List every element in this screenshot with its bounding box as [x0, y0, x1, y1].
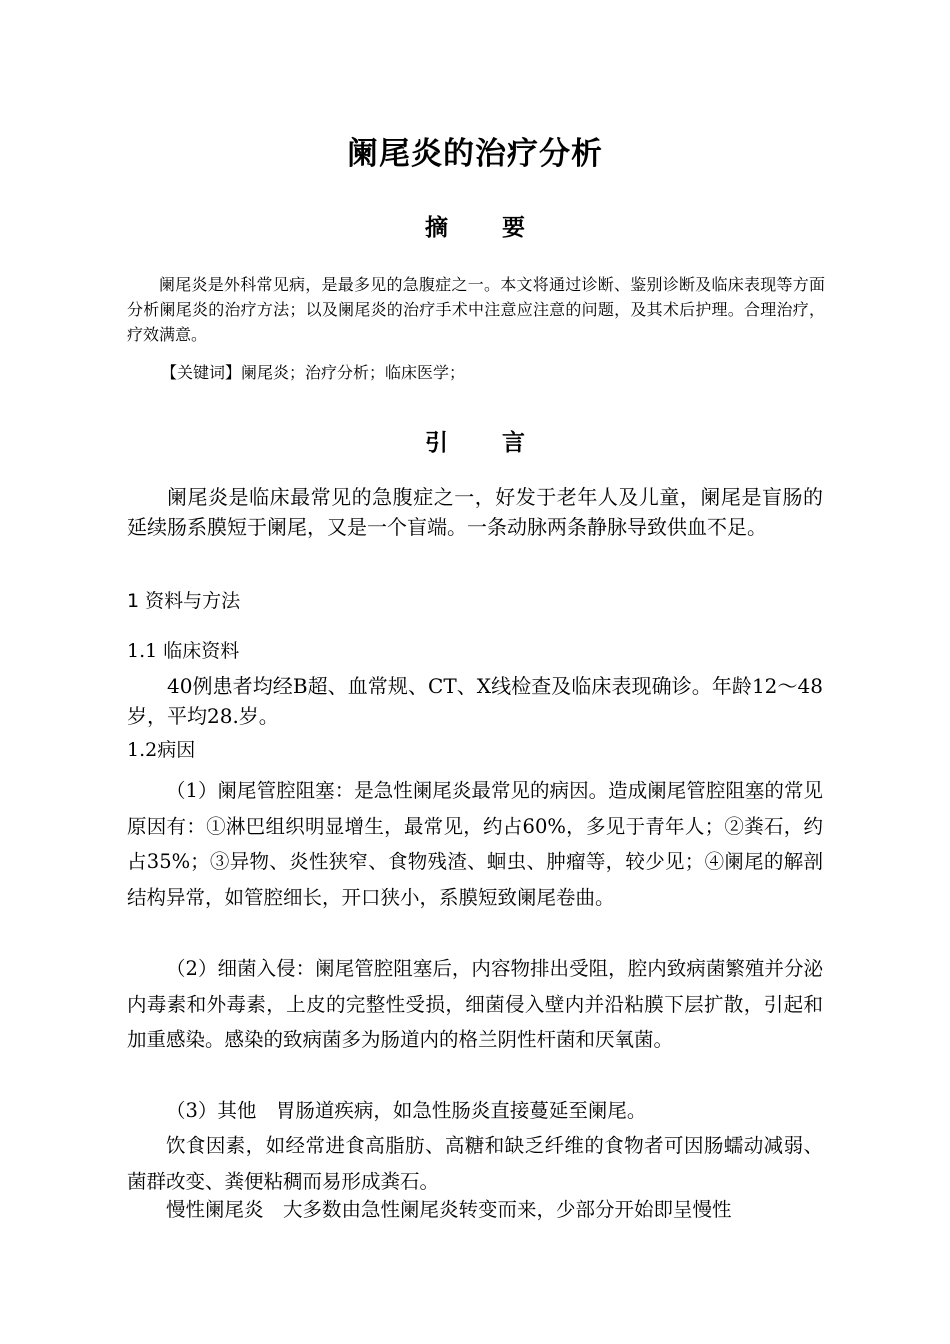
- section-heading-1-2: 1.2病因: [127, 739, 196, 761]
- abstract-heading: [0, 209, 950, 242]
- abstract-heading-char-2: 要: [502, 215, 525, 241]
- cause-paragraph-3: （3）其他 胃肠道疾病，如急性肠炎直接蔓延至阑尾。: [166, 1099, 647, 1122]
- intro-heading-char-2: 言: [502, 430, 525, 456]
- diet-paragraph: 饮食因素，如经常进食高脂肪、高糖和缺乏纤维的食物者可因肠蠕动减弱、菌群改变、粪便粘稠而易形成粪石。: [127, 1134, 823, 1193]
- chronic-paragraph: 慢性阑尾炎 大多数由急性阑尾炎转变而来，少部分开始即呈慢性: [166, 1198, 732, 1221]
- cause-paragraph-1: （1）阑尾管腔阻塞：是急性阑尾炎最常见的病因。造成阑尾管腔阻塞的常见原因有：①淋巴组织明显增生，最常见，约占60%，多见于青年人；②粪石，约占35%；③异物、炎性狭窄、食物残渣、蛔虫、肿瘤等，较少见；④阑尾的解剖结构异常，如管腔细长，开口狭小，系膜短致阑尾卷曲。: [127, 779, 823, 909]
- abstract-text: 阑尾炎是外科常见病，是最多见的急腹症之一。本文将通过诊断、鉴别诊断及临床表现等方面分析阑尾炎的治疗方法；以及阑尾炎的治疗手术中注意应注意的问题，及其术后护理。合理治疗，疗效满意。: [127, 275, 825, 344]
- clinical-data-text: 40例患者均经B超、血常规、CT、X线检查及临床表现确诊。年龄12～48岁，平均28.岁。: [127, 674, 823, 728]
- section-heading-1: 1 资料与方法: [127, 590, 241, 612]
- intro-heading: [0, 424, 950, 457]
- section-heading-1-1: 1.1 临床资料: [127, 640, 240, 662]
- intro-heading-char-1: 引: [425, 430, 448, 456]
- document-title: 阑尾炎的治疗分析: [347, 136, 603, 172]
- cause-paragraph-2: （2）细菌入侵：阑尾管腔阻塞后，内容物排出受阻，腔内致病菌繁殖并分泌内毒素和外毒素，上皮的完整性受损，细菌侵入壁内并沿粘膜下层扩散，引起和加重感染。感染的致病菌多为肠道内的格兰阴性杆菌和厌氧菌。: [127, 957, 823, 1052]
- keywords: 【关键词】阑尾炎；治疗分析；临床医学；: [161, 363, 466, 382]
- intro-text: 阑尾炎是临床最常见的急腹症之一，好发于老年人及儿童，阑尾是盲肠的延续肠系膜短于阑尾，又是一个盲端。一条动脉两条静脉导致供血不足。: [127, 485, 823, 539]
- abstract-heading-char-1: 摘: [425, 215, 448, 241]
